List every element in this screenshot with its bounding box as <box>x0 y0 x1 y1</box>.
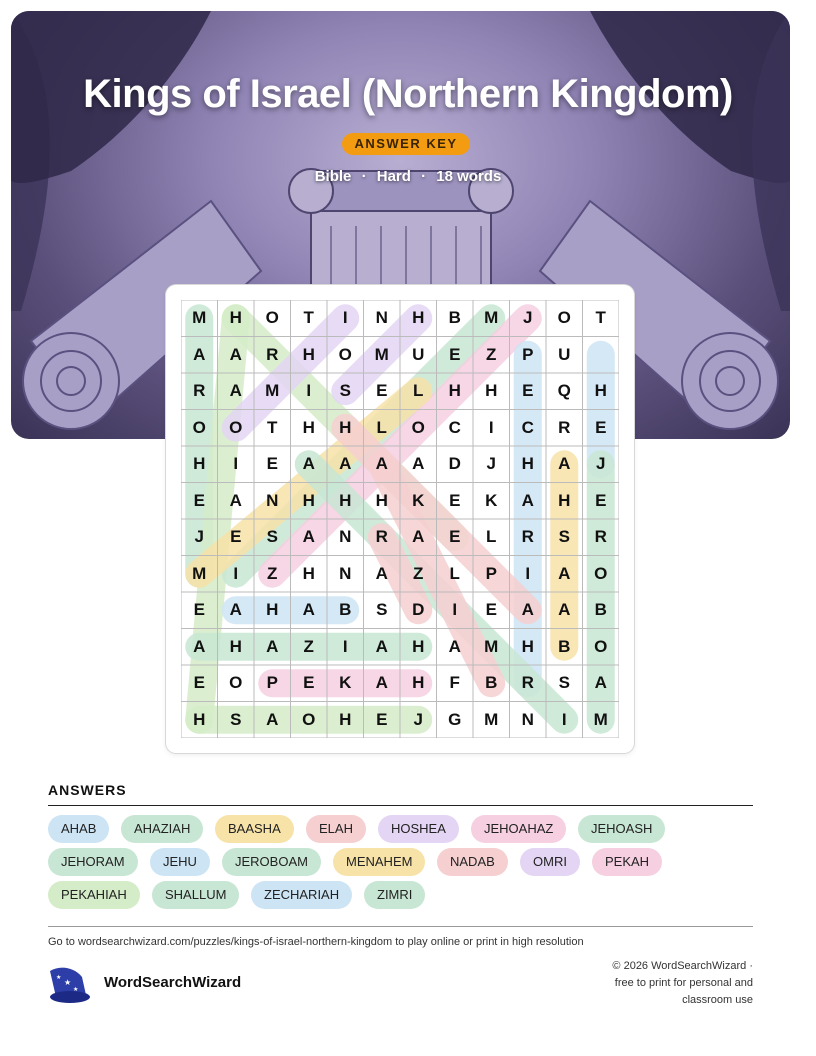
answer-chip: PEKAHIAH <box>48 881 140 909</box>
meta-separator: · <box>421 168 427 185</box>
grid-cell: R <box>266 344 279 364</box>
grid-cell: A <box>375 454 388 473</box>
answer-chip: JEHOASH <box>578 815 665 843</box>
grid-cell: J <box>523 308 533 327</box>
grid-cell: O <box>594 563 608 583</box>
grid-cell: M <box>484 709 499 729</box>
grid-cell: O <box>411 417 425 437</box>
grid-cell: A <box>412 527 425 546</box>
grid-cell: U <box>558 344 571 364</box>
grid-cell: H <box>594 381 607 400</box>
grid-cell: M <box>484 636 499 656</box>
grid-cell: L <box>376 417 387 437</box>
grid-cell: N <box>266 490 279 510</box>
grid-cell: M <box>593 709 608 729</box>
grid-cell: O <box>229 673 243 692</box>
grid-cell: R <box>521 673 534 692</box>
grid-cell: Z <box>486 344 497 364</box>
grid-cell: E <box>595 490 607 510</box>
grid-cell: R <box>193 381 206 400</box>
grid-cell: I <box>561 709 567 729</box>
grid-cell: E <box>449 527 461 546</box>
grid-cell: E <box>193 600 205 619</box>
page-title: Kings of Israel (Northern Kingdom) <box>83 72 733 116</box>
grid-cell: Q <box>557 381 571 400</box>
grid-cell: A <box>339 454 352 473</box>
grid-cell: Z <box>267 563 278 583</box>
grid-cell: H <box>339 417 352 437</box>
grid-cell: A <box>302 527 315 546</box>
grid-cell: H <box>521 454 534 473</box>
grid-cell: S <box>558 673 570 692</box>
grid-cell: M <box>192 563 207 583</box>
grid-cell: A <box>193 344 206 364</box>
meta-category: Bible <box>314 168 352 185</box>
grid-cell: P <box>522 344 534 364</box>
grid-cell: I <box>233 454 239 473</box>
grid-cell: H <box>375 490 388 510</box>
grid-cell: J <box>486 454 496 473</box>
answer-chip: HOSHEA <box>378 815 459 843</box>
grid-cell: H <box>339 709 352 729</box>
grid-cell: L <box>449 563 460 583</box>
grid-cell: I <box>306 381 312 400</box>
grid-cell: O <box>302 709 316 729</box>
answer-chip: SHALLUM <box>152 881 239 909</box>
svg-text:★: ★ <box>73 987 79 993</box>
grid-cell: K <box>485 490 498 510</box>
answer-chip: JEHORAM <box>48 848 138 876</box>
grid-cell: H <box>302 490 315 510</box>
grid-cell: F <box>449 673 460 692</box>
grid-cell: H <box>193 454 206 473</box>
svg-text:★: ★ <box>64 978 72 987</box>
grid-cell: H <box>266 600 279 619</box>
answer-chip: PEKAH <box>592 848 662 876</box>
grid-cell: A <box>594 673 607 692</box>
grid-cell: C <box>448 417 461 437</box>
grid-cell: J <box>413 709 423 729</box>
grid-cell: A <box>302 454 315 473</box>
grid-cell: A <box>193 636 206 656</box>
grid-cell: M <box>374 344 389 364</box>
grid-cell: H <box>193 709 206 729</box>
grid-cell: I <box>525 563 531 583</box>
grid-cell: N <box>339 527 352 546</box>
copyright-line: classroom use <box>682 994 753 1006</box>
answers-heading: ANSWERS <box>48 782 127 798</box>
meta-separator: · <box>361 168 367 185</box>
answer-chip: ELAH <box>306 815 366 843</box>
grid-cell: H <box>448 381 461 400</box>
grid-cell: A <box>229 600 242 619</box>
copyright <box>553 958 753 1009</box>
grid-cell: I <box>342 636 348 656</box>
grid-cell: I <box>488 417 494 437</box>
grid-cell: L <box>413 381 424 400</box>
grid-cell: H <box>485 381 498 400</box>
grid-cell: K <box>412 490 425 510</box>
grid-cell: E <box>522 381 534 400</box>
grid-cell: A <box>375 673 388 692</box>
grid-cell: G <box>448 709 462 729</box>
grid-cell: H <box>412 308 425 327</box>
grid-cell: O <box>229 417 243 437</box>
grid-cell: Z <box>303 636 314 656</box>
grid-cell: J <box>596 454 606 473</box>
grid-cell: S <box>376 600 388 619</box>
grid-cell: M <box>192 308 207 327</box>
grid-cell: A <box>448 636 461 656</box>
grid-cell: B <box>339 600 352 619</box>
grid-cell: E <box>449 344 461 364</box>
answer-chip: ZIMRI <box>364 881 425 909</box>
footer-divider <box>48 926 753 927</box>
grid-cell: A <box>521 600 534 619</box>
grid-cell: B <box>594 600 607 619</box>
grid-cell: E <box>303 673 315 692</box>
grid-cell: B <box>558 636 571 656</box>
grid-cell: R <box>594 527 607 546</box>
grid-cell: T <box>595 308 606 327</box>
grid-cell: E <box>485 600 497 619</box>
grid-cell: A <box>521 490 534 510</box>
grid-cell: C <box>521 417 534 437</box>
grid-cell: I <box>452 600 458 619</box>
grid-cell: N <box>521 709 534 729</box>
grid-cell: A <box>558 600 571 619</box>
answer-chip: JEHOAHAZ <box>471 815 566 843</box>
wizard-hat-icon <box>46 963 92 1010</box>
grid-cell: N <box>375 308 388 327</box>
answer-chip: AHAZIAH <box>121 815 203 843</box>
grid-cell: O <box>338 344 352 364</box>
grid-cell: H <box>558 490 571 510</box>
grid-cell: E <box>376 381 388 400</box>
grid-cell: E <box>230 527 242 546</box>
grid-cell: A <box>558 454 571 473</box>
grid-cell: H <box>412 673 425 692</box>
grid-cell: E <box>193 490 205 510</box>
answer-key-badge: ANSWER KEY <box>342 133 470 155</box>
brand-name: WordSearchWizard <box>104 974 242 991</box>
grid-cell: M <box>265 381 280 400</box>
meta-difficulty: Hard <box>376 168 411 185</box>
grid-cell: J <box>194 527 204 546</box>
answer-chip: OMRI <box>520 848 580 876</box>
copyright-line: free to print for personal and <box>614 977 753 989</box>
grid-cell: T <box>303 308 314 327</box>
grid-cell: D <box>412 600 425 619</box>
footer-url-text: Go to wordsearchwizard.com/puzzles/kings-of-israel-northern-kingdom to play online or print in high resolution <box>48 936 584 948</box>
grid-cell: P <box>485 563 497 583</box>
grid-cell: A <box>302 600 315 619</box>
grid-cell: A <box>229 344 242 364</box>
answer-chip: MENAHEM <box>333 848 425 876</box>
grid-cell: K <box>339 673 352 692</box>
grid-cell: A <box>558 563 571 583</box>
grid-cell: O <box>265 308 279 327</box>
grid-cell: A <box>375 563 388 583</box>
grid-cell: Z <box>413 563 424 583</box>
meta-word-count: 18 words <box>436 168 502 185</box>
grid-cell: H <box>339 490 352 510</box>
grid-cell: U <box>412 344 425 364</box>
grid-cell: H <box>412 636 425 656</box>
grid-cell: B <box>485 673 498 692</box>
grid-cell: R <box>375 527 388 546</box>
grid-cell: R <box>521 527 534 546</box>
grid-cell: D <box>448 454 461 473</box>
grid-cell: A <box>375 636 388 656</box>
grid-cell: T <box>267 417 278 437</box>
svg-text:★: ★ <box>56 975 62 981</box>
answer-chip: BAASHA <box>215 815 294 843</box>
grid-cell: E <box>193 673 205 692</box>
answer-chip: AHAB <box>48 815 109 843</box>
puzzle-meta <box>0 168 816 185</box>
grid-cell: A <box>266 709 279 729</box>
grid-cell: P <box>266 673 278 692</box>
grid-cell: O <box>192 417 206 437</box>
answer-chip: JEHU <box>150 848 210 876</box>
grid-cell: N <box>339 563 352 583</box>
grid-cell: E <box>376 709 388 729</box>
grid-cell: E <box>266 454 278 473</box>
grid-cell: M <box>484 308 499 327</box>
answer-chip: JEROBOAM <box>222 848 321 876</box>
grid-cell: S <box>339 381 351 400</box>
letter-grid <box>181 300 619 738</box>
grid-cell: S <box>230 709 242 729</box>
grid-cell: A <box>266 636 279 656</box>
grid-cell: H <box>521 636 534 656</box>
answer-chip: ZECHARIAH <box>251 881 352 909</box>
grid-cell: H <box>229 636 242 656</box>
grid-cell: H <box>229 308 242 327</box>
grid-cell: A <box>229 490 242 510</box>
grid-cell: A <box>229 381 242 400</box>
grid-cell: E <box>595 417 607 437</box>
grid-cell: L <box>486 527 497 546</box>
grid-cell: O <box>557 308 571 327</box>
grid-cell: O <box>594 636 608 656</box>
answer-chip: NADAB <box>437 848 508 876</box>
grid-cell: I <box>233 563 239 583</box>
grid-cell: B <box>448 308 461 327</box>
grid-cell: E <box>449 490 461 510</box>
answers-divider <box>48 805 753 806</box>
grid-cell: S <box>266 527 278 546</box>
grid-cell: R <box>558 417 571 437</box>
grid-cell: I <box>342 308 348 327</box>
grid-cell: A <box>412 454 425 473</box>
grid-cell: H <box>302 563 315 583</box>
copyright-line: © 2026 WordSearchWizard · <box>612 960 753 972</box>
grid-cell: H <box>302 417 315 437</box>
grid-cell: S <box>558 527 570 546</box>
grid-cell: H <box>302 344 315 364</box>
